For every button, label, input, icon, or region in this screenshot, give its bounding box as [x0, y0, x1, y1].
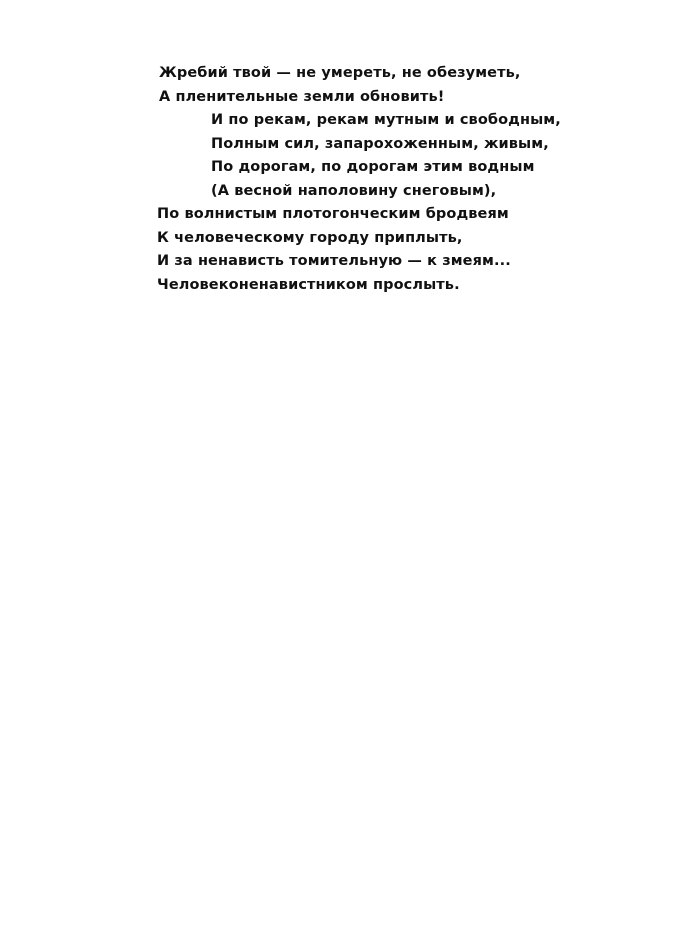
poem-line: (А весной наполовину снеговым), — [211, 182, 497, 199]
poem-text-block — [0, 62, 699, 297]
poem-line: Жребий твой — не умереть, не обезуметь, — [159, 65, 521, 81]
poem-line: И по рекам, рекам мутным и свободным, — [211, 112, 561, 128]
poem-line: Полным сил, запарохоженным, живым, — [211, 135, 549, 152]
poem-line: По дорогам, по дорогам этим водным — [211, 159, 535, 175]
poem-line: По волнистым плотогонческим бродвеям — [157, 206, 509, 222]
poem-line: А пленительные земли обновить! — [159, 88, 445, 105]
poem-line: Человеконенавистником прослыть. — [157, 276, 460, 293]
poem-line: И за ненависть томительную — к змеям... — [157, 253, 511, 269]
poem-line: К человеческому городу приплыть, — [157, 229, 463, 246]
